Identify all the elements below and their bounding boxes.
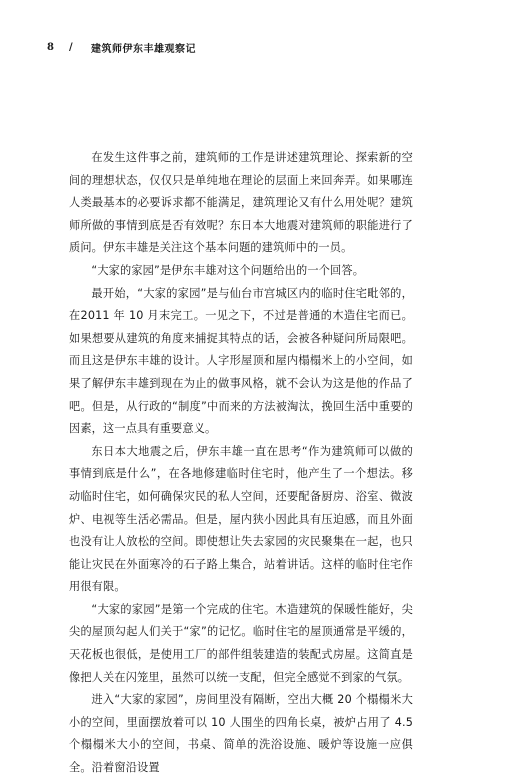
- paragraph: “大家的家园”是第一个完成的住宅。木造建筑的保暖性能好，尖尖的屋顶勾起人们关于“家”的记忆。临时住宅的屋顶通常是平缓的，天花板也很低，是使用工厂的部件组装建造的装配式房屋。这简直是像把人关在闪笼里，虽然可以统一支配，但完全感觉不到家的气氛。: [69, 602, 413, 684]
- body-text: [69, 147, 413, 780]
- page-number: 8: [47, 42, 55, 53]
- running-header: [47, 40, 196, 55]
- paragraph: 最开始，“大家的家园”是与仙台市宫城区内的临时住宅毗邻的，在2011 年 10 月末完工。一见之下，不过是普通的木造住宅而已。如果想要从建筑的角度来捕捉其特点的话，会被各种疑问所局限吧。而且这是伊东丰雄的设计。人字形屋顶和屋内榻榻米上的小空间，如果了解伊东丰雄到现在为止的做事风格，就不会认为这是他的作品了吧。但是，从行政的“制度”中而来的方法被淘汰，挽回生活中重要的因素，这一点具有重要意义。: [69, 286, 413, 436]
- paragraph: “大家的家园”是伊东丰雄对这个问题给出的一个回答。: [91, 263, 365, 277]
- paragraph: 在发生这件事之前，建筑师的工作是讲述建筑理论、探索新的空间的理想状态，仅仅只是单纯地在理论的层面上来回奔弄。如果哪连人类最基本的必要诉求都不能满足，建筑理论又有什么用处呢？建筑师所做的事情到底是否有效呢？东日本大地震对建筑师的职能进行了质问。伊东丰雄是关注这个基本问题的建筑师中的一员。: [69, 151, 413, 255]
- paragraph: 进入“大家的家园”，房间里没有隔断，空出大概 20 个榻榻米大小的空间，里面摆放着可以 10 人围坐的四角长桌，被炉占用了 4.5 个榻榻米大小的空间，书桌、简单的洗浴设施、暖炉等设施一应俱全。沿着窗沿设置: [69, 693, 413, 775]
- header-separator: /: [69, 42, 74, 53]
- book-title: 建筑师伊东丰雄观察记: [91, 44, 196, 55]
- paragraph: 东日本大地震之后，伊东丰雄一直在思考“作为建筑师可以做的事情到底是什么”，在各地修建临时住宅时，他产生了一个想法。移动临时住宅，如何确保灾民的私人空间，还要配备厨房、浴室、微波炉、电视等生活必需品。但是，屋内狭小因此具有压迫感，而且外面也没有让人放松的空间。即使想让失去家园的灾民聚集在一起，也只能让灾民在外面寒冷的石子路上集合，站着讲话。这样的临时住宅作用很有限。: [69, 444, 413, 594]
